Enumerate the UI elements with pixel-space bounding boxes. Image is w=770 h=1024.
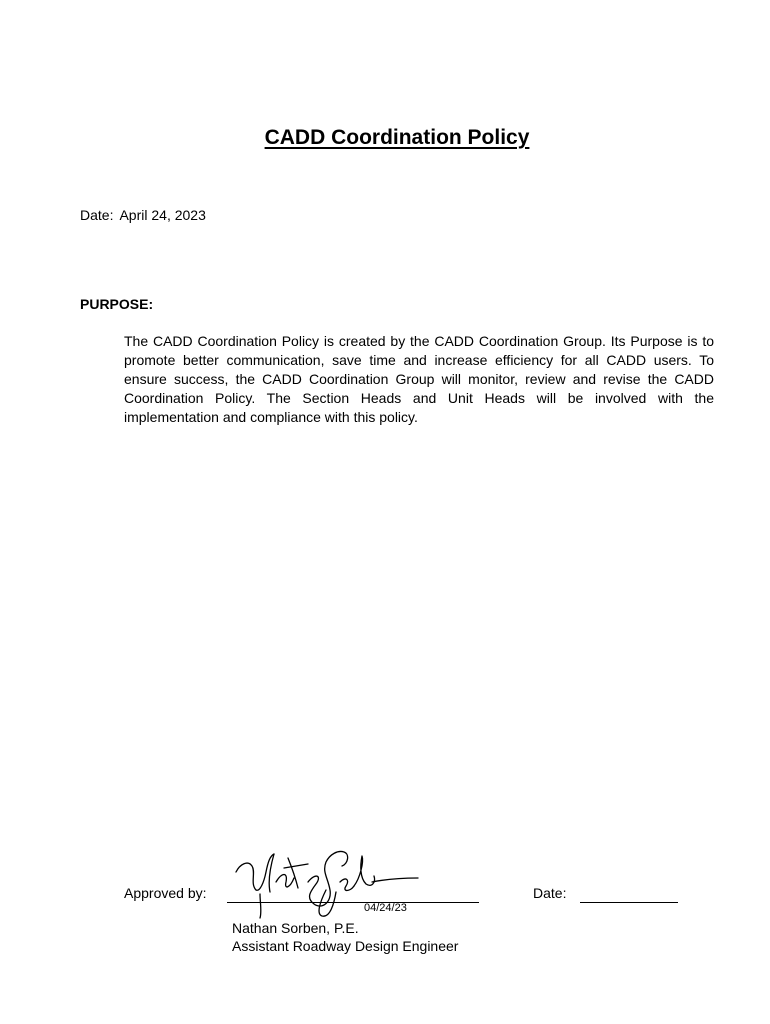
- document-title: CADD Coordination Policy: [264, 126, 530, 149]
- date-label: Date:: [80, 207, 114, 223]
- approved-by-label: Approved by:: [124, 885, 207, 901]
- signer-title: Assistant Roadway Design Engineer: [232, 938, 459, 954]
- approval-date-label: Date:: [533, 885, 567, 901]
- signature-date: 04/24/23: [364, 902, 407, 914]
- purpose-paragraph: The CADD Coordination Policy is created by the CADD Coordination Group. Its Purpose is to promote better communication, save time and increase efficiency for all CADD users. To ensure success, the CADD Coordination Group will monitor, review and revise the CADD Coordination Policy. The Section Heads and Unit Heads will be involved with the implementation and compliance with this policy.: [124, 333, 714, 425]
- date-line: [80, 207, 206, 223]
- approval-date-blank-line: [580, 902, 678, 903]
- date-value: April 24, 2023: [119, 207, 206, 223]
- signer-name: Nathan Sorben, P.E.: [232, 920, 359, 936]
- purpose-heading: PURPOSE:: [80, 296, 154, 312]
